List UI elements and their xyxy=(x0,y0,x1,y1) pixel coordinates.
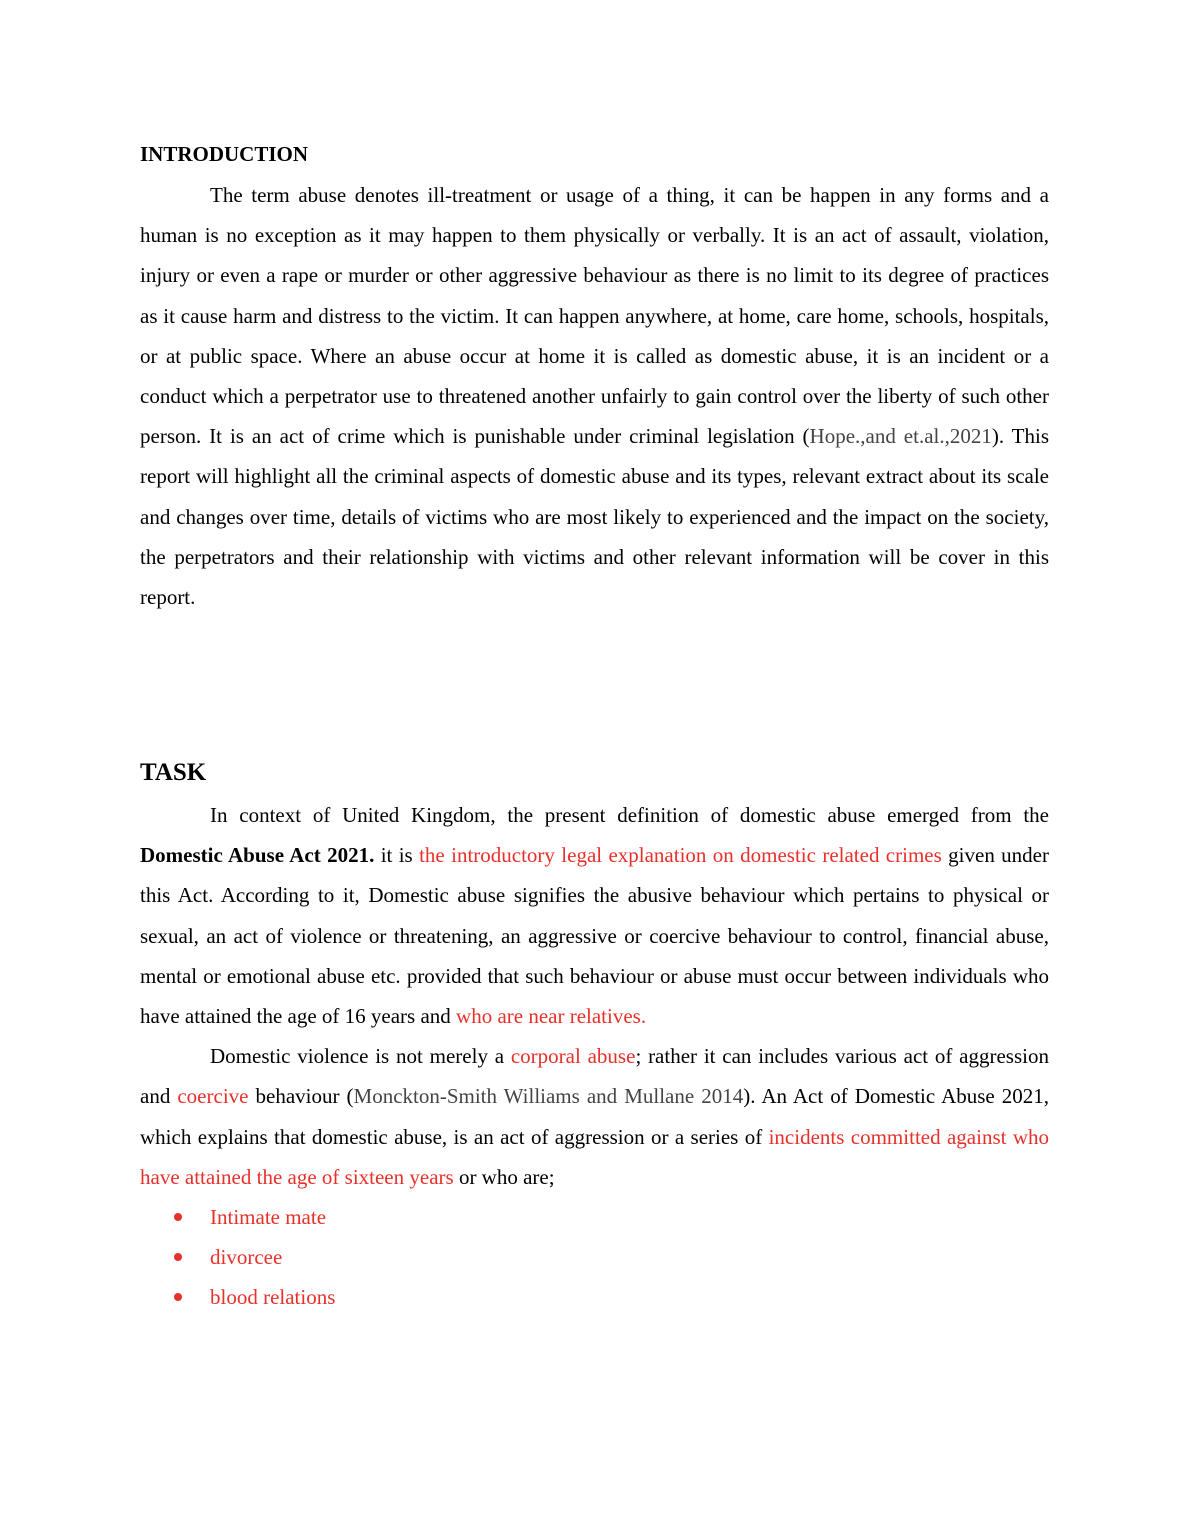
task-section xyxy=(140,795,1049,1318)
bullet-dot-icon xyxy=(174,1253,182,1261)
intro-citation: Hope.,and et.al.,2021 xyxy=(809,424,992,449)
task-p2-red-phrase-3: incidents committed against who have attained the age of sixteen years xyxy=(140,1124,1049,1189)
task-p2-red-phrase-2: coercive xyxy=(177,1084,249,1109)
task-heading: TASK xyxy=(140,759,207,786)
intro-text-part-a: The term abuse denotes ill-treatment or usage of a thing, it can be happen in any forms and a human is no exception as it may happen to them physically or verbally. It is an act of assault, violation, injury or even a rape or murder or other aggressive behaviour as there is no limit to its degree of practices as it cause harm and distress to the victim. It can happen anywhere, at home, care home, schools, hospitals, or at public space. Where an abuse occur at home it is called as domestic abuse, it is an incident or a conduct which a perpetrator use to threatened another unfairly to gain control over the liberty of such other person. It is an act of crime which is punishable under criminal legislation ( xyxy=(140,183,1049,449)
list-item xyxy=(140,1277,1049,1317)
task-p2-text-e: or who are; xyxy=(453,1164,555,1189)
document-page xyxy=(140,140,1050,1310)
list-item-label: divorcee xyxy=(210,1245,283,1270)
task-citation: Monckton-Smith Williams and Mullane 2014 xyxy=(353,1084,744,1109)
task-p1-text-b: it is xyxy=(374,843,420,868)
task-paragraph-2 xyxy=(140,1036,1049,1197)
task-p1-text-c: given under this Act. According to it, Domestic abuse signifies the abusive behaviour which pertains to physical or sexual, an act of violence or threatening, an aggressive or coercive behaviour to control, financial abuse, mental or emotional abuse etc. provided that such behaviour or abuse must occur between individuals who have attained the age of 16 years and xyxy=(140,843,1049,1029)
list-item xyxy=(140,1237,1049,1277)
task-p2-text-d: ). An Act of Domestic Abuse 2021, which explains that domestic abuse, is an act of aggression or a series of xyxy=(140,1084,1050,1149)
task-p1-red-phrase-2: who are near relatives. xyxy=(456,1004,647,1029)
task-p2-text-a: Domestic violence is not merely a xyxy=(210,1044,511,1069)
task-p2-red-phrase-1: corporal abuse xyxy=(510,1044,636,1069)
list-item-label: Intimate mate xyxy=(210,1205,327,1230)
task-paragraph-1 xyxy=(140,795,1049,1036)
bullet-dot-icon xyxy=(174,1213,182,1221)
intro-text-part-b: ). This report will highlight all the criminal aspects of domestic abuse and its types, relevant extract about its scale and changes over time, details of victims who are most likely to experienced and the impact on the society, the perpetrators and their relationship with victims and other relevant information will be cover in this report. xyxy=(140,424,1049,610)
bullet-dot-icon xyxy=(174,1293,182,1301)
task-p2-text-b: ; rather it can includes various act of aggression and xyxy=(140,1044,1049,1109)
task-p1-red-phrase-1: the introductory legal explanation on domestic related crimes xyxy=(419,843,942,868)
introduction-heading: INTRODUCTION xyxy=(140,142,309,166)
task-p2-text-c: behaviour ( xyxy=(248,1084,354,1109)
relations-bullet-list xyxy=(140,1197,1049,1318)
list-item xyxy=(140,1197,1049,1237)
introduction-paragraph xyxy=(140,175,1049,617)
list-item-label: blood relations xyxy=(210,1285,336,1310)
act-name-bold: Domestic Abuse Act 2021. xyxy=(140,843,375,868)
task-p1-text-a: In context of United Kingdom, the present definition of domestic abuse emerged from the xyxy=(210,803,1049,827)
